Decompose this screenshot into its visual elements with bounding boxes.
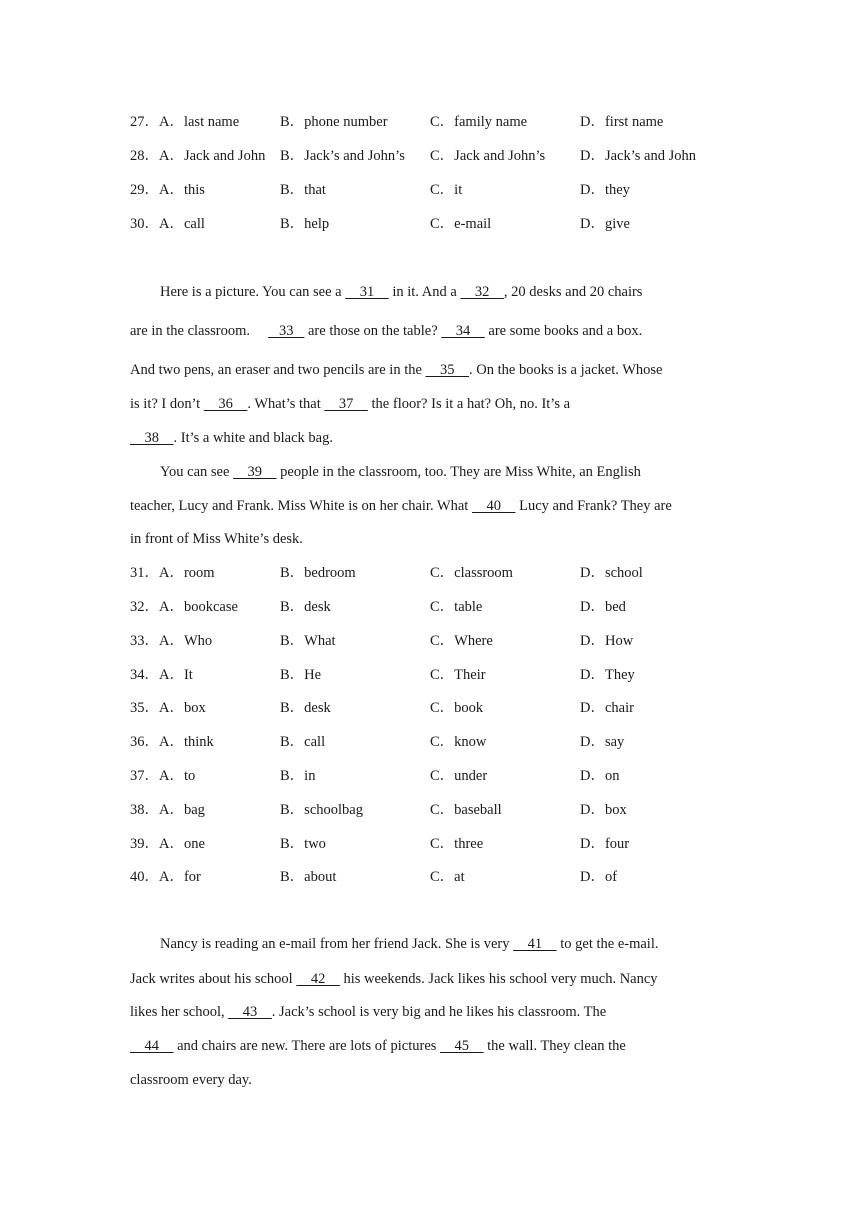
blank-38: 38 (130, 430, 174, 446)
option-d: D．box (580, 802, 627, 818)
blank-42: 42 (296, 971, 340, 987)
option-d: D．on (580, 768, 620, 784)
option-c: C．it (430, 182, 463, 198)
passage-line: classroom every day. (130, 1072, 252, 1088)
option-c: C．at (430, 869, 465, 885)
option-b: B．desk (280, 599, 331, 615)
option-d: D．of (580, 869, 618, 885)
option-c: C．Their (430, 667, 486, 683)
option-d: D．they (580, 182, 630, 198)
option-c: C．baseball (430, 802, 502, 818)
option-c: C．family name (430, 114, 528, 130)
blank-31: 31 (345, 284, 389, 300)
option-d: D．bed (580, 599, 626, 615)
blank-37: 37 (324, 396, 368, 412)
option-b: B．Jack’s and John’s (280, 148, 405, 164)
option-d: D．How (580, 633, 634, 649)
passage-line: Jack writes about his school 42 his weekends. Jack likes his school very much. Nancy (130, 971, 658, 987)
passage-line: in front of Miss White’s desk. (130, 531, 303, 547)
blank-44: 44 (130, 1038, 174, 1054)
option-b: B．in (280, 768, 316, 784)
option-d: D．They (580, 667, 635, 683)
passage-line: You can see 39 people in the classroom, too. They are Miss White, an English (160, 464, 641, 480)
option-c: C．e-mail (430, 216, 492, 232)
option-b: B．What (280, 633, 336, 649)
option-a: 40．A．for (130, 869, 201, 885)
option-c: C．three (430, 836, 484, 852)
option-d: D．Jack’s and John (580, 148, 696, 164)
passage-line: are in the classroom. 33 are those on the table? 34 are some books and a box. (130, 323, 643, 339)
blank-39: 39 (233, 464, 277, 480)
passage-line: 44 and chairs are new. There are lots of pictures 45 the wall. They clean the (130, 1038, 626, 1054)
option-a: 37．A．to (130, 768, 196, 784)
option-a: 36．A．think (130, 734, 214, 750)
option-b: B．desk (280, 700, 331, 716)
passage-line: Nancy is reading an e-mail from her friend Jack. She is very 41 to get the e-mail. (160, 936, 659, 952)
blank-40: 40 (471, 498, 516, 514)
option-c: C．know (430, 734, 487, 750)
option-a: 29．A．this (130, 182, 205, 198)
option-b: B．bedroom (280, 565, 356, 581)
option-b: B．that (280, 182, 326, 198)
option-a: 27．A．last name (130, 114, 240, 130)
option-d: D．four (580, 836, 630, 852)
passage-line: And two pens, an eraser and two pencils are in the 35 . On the books is a jacket. Whose (130, 362, 663, 378)
option-d: D．say (580, 734, 625, 750)
option-c: C．under (430, 768, 488, 784)
option-a: 39．A．one (130, 836, 205, 852)
option-a: 28．A．Jack and John (130, 148, 266, 164)
blank-41: 41 (513, 936, 557, 952)
option-c: C．Jack and John’s (430, 148, 546, 164)
passage-line: is it? I don’t 36 . What’s that 37 the floor? Is it a hat? Oh, no. It’s a (130, 396, 571, 412)
option-b: B．two (280, 836, 326, 852)
option-d: D．first name (580, 114, 664, 130)
passage-line: Here is a picture. You can see a 31 in it. And a 32 , 20 desks and 20 chairs (160, 284, 643, 300)
option-b: B．He (280, 667, 322, 683)
option-b: B．schoolbag (280, 802, 363, 818)
option-a: 30．A．call (130, 216, 205, 232)
passage-line: teacher, Lucy and Frank. Miss White is on her chair. What 40 Lucy and Frank? They are (130, 498, 672, 514)
passage-line: likes her school, 43 . Jack’s school is very big and he likes his classroom. The (130, 1004, 607, 1020)
option-c: C．table (430, 599, 483, 615)
option-a: 34．A．It (130, 667, 193, 683)
blank-36: 36 (203, 396, 248, 412)
option-d: D．chair (580, 700, 634, 716)
option-c: C．classroom (430, 565, 513, 581)
blank-32: 32 (460, 284, 504, 300)
blank-35: 35 (425, 362, 470, 378)
option-d: D．give (580, 216, 630, 232)
option-c: C．Where (430, 633, 493, 649)
blank-45: 45 (440, 1038, 484, 1054)
option-a: 38．A．bag (130, 802, 205, 818)
option-c: C．book (430, 700, 484, 716)
option-b: B．call (280, 734, 326, 750)
option-b: B．phone number (280, 114, 388, 130)
option-a: 32．A．bookcase (130, 599, 238, 615)
passage-line: 38 . It’s a white and black bag. (130, 430, 333, 446)
blank-33: 33 (268, 323, 305, 339)
option-b: B．about (280, 869, 337, 885)
blank-34: 34 (441, 323, 485, 339)
option-a: 33．A．Who (130, 633, 213, 649)
option-d: D．school (580, 565, 643, 581)
blank-43: 43 (228, 1004, 272, 1020)
option-a: 31．A．room (130, 565, 215, 581)
option-b: B．help (280, 216, 330, 232)
option-a: 35．A．box (130, 700, 206, 716)
